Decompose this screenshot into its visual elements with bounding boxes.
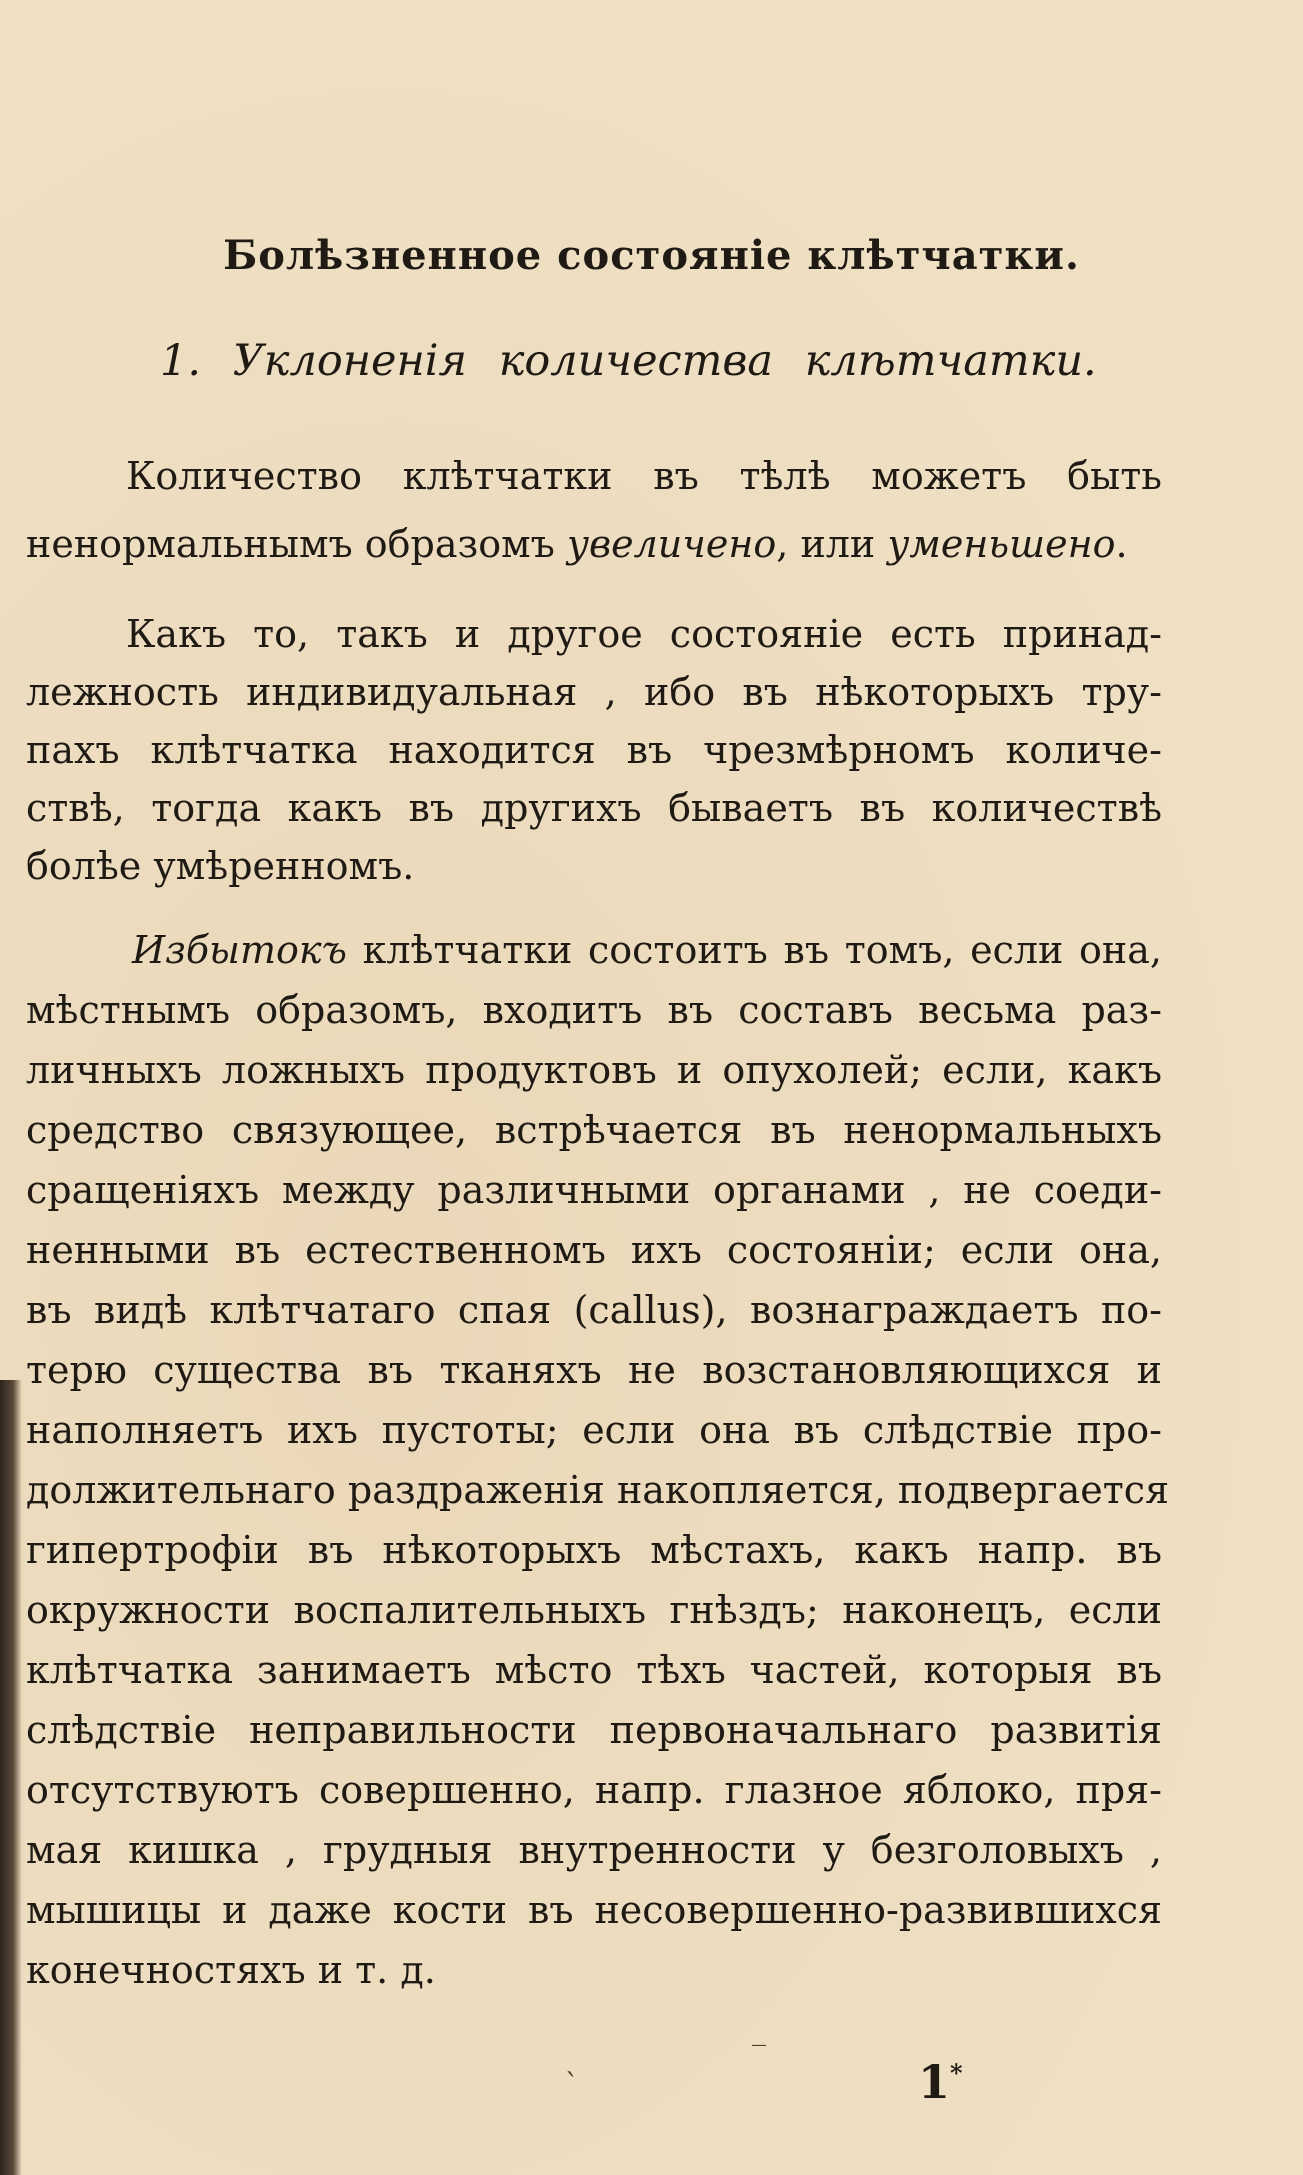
paragraph3-line: наполняетъ ихъ пустоты; если она въ слѣдствiе про- [26,1408,1162,1452]
page-number: 1* [918,2055,963,2109]
paragraph1-line-2: ненормальнымъ образомъ увеличено, или уменьшено. [26,522,1128,566]
paragraph2-line: лежность индивидуальная , ибо въ нѣкоторыхъ тру- [26,670,1162,714]
paragraph3-line: Избытокъ клѣтчатки состоитъ въ томъ, если она, [132,928,1162,972]
paragraph2-line: болѣе умѣренномъ. [26,844,415,888]
paragraph2-line: ствѣ, тогда какъ въ другихъ бываетъ въ количествѣ [26,786,1162,830]
paragraph3-line: мая кишка , грудныя внутренности у безголовыхъ , [26,1828,1162,1872]
paragraph1-line-1: Количество клѣтчатки въ тѣлѣ можетъ быть [126,454,1162,498]
paragraph3-line: мѣстнымъ образомъ, входитъ въ составъ весьма раз- [26,988,1162,1032]
paragraph3-line: гипертрофiи въ нѣкоторыхъ мѣстахъ, какъ напр. въ [26,1528,1162,1572]
paragraph3-line: мышицы и даже кости въ несовершенно-развившихся [26,1888,1162,1932]
book-spine-shadow [0,1380,22,2175]
chapter-heading: Болѣзненное состоянiе клѣтчатки. [223,232,1080,279]
paragraph3-line: терю существа въ тканяхъ не возстановляющихся и [26,1348,1162,1392]
paragraph2-line: пахъ клѣтчатка находится въ чрезмѣрномъ количе- [26,728,1162,772]
section-subheading: 1. Уклоненiя количества клѣтчатки. [160,336,1097,386]
ink-speck: ‾ [752,2040,766,2073]
paragraph3-line: въ видѣ клѣтчатаго спая (callus), вознаграждаетъ по- [26,1288,1162,1332]
paragraph3-line: окружности воспалительныхъ гнѣздъ; наконецъ, если [26,1588,1162,1632]
paragraph3-line: ненными въ естественномъ ихъ состоянiи; если она, [26,1228,1162,1272]
paragraph3-line: слѣдствiе неправильности первоначальнаго развитiя [26,1708,1162,1752]
paragraph3-line: отсутствуютъ совершенно, напр. глазное яблоко, пря- [26,1768,1162,1812]
paragraph3-line: конечностяхъ и т. д. [26,1948,436,1992]
paragraph2-line: Какъ то, такъ и другое состоянiе есть принад- [126,612,1162,656]
paragraph3-line: сращенiяхъ между различными органами , не соеди- [26,1168,1162,1212]
paragraph3-line: личныхъ ложныхъ продуктовъ и опухолей; если, какъ [26,1048,1162,1092]
paragraph3-line: клѣтчатка занимаетъ мѣсто тѣхъ частей, которыя въ [26,1648,1162,1692]
paragraph3-line: средство связующее, встрѣчается въ ненормальныхъ [26,1108,1162,1152]
ink-speck: ˋ [565,2068,579,2101]
paragraph3-line: должительнаго раздраженiя накопляется, подвергается [26,1468,1170,1512]
